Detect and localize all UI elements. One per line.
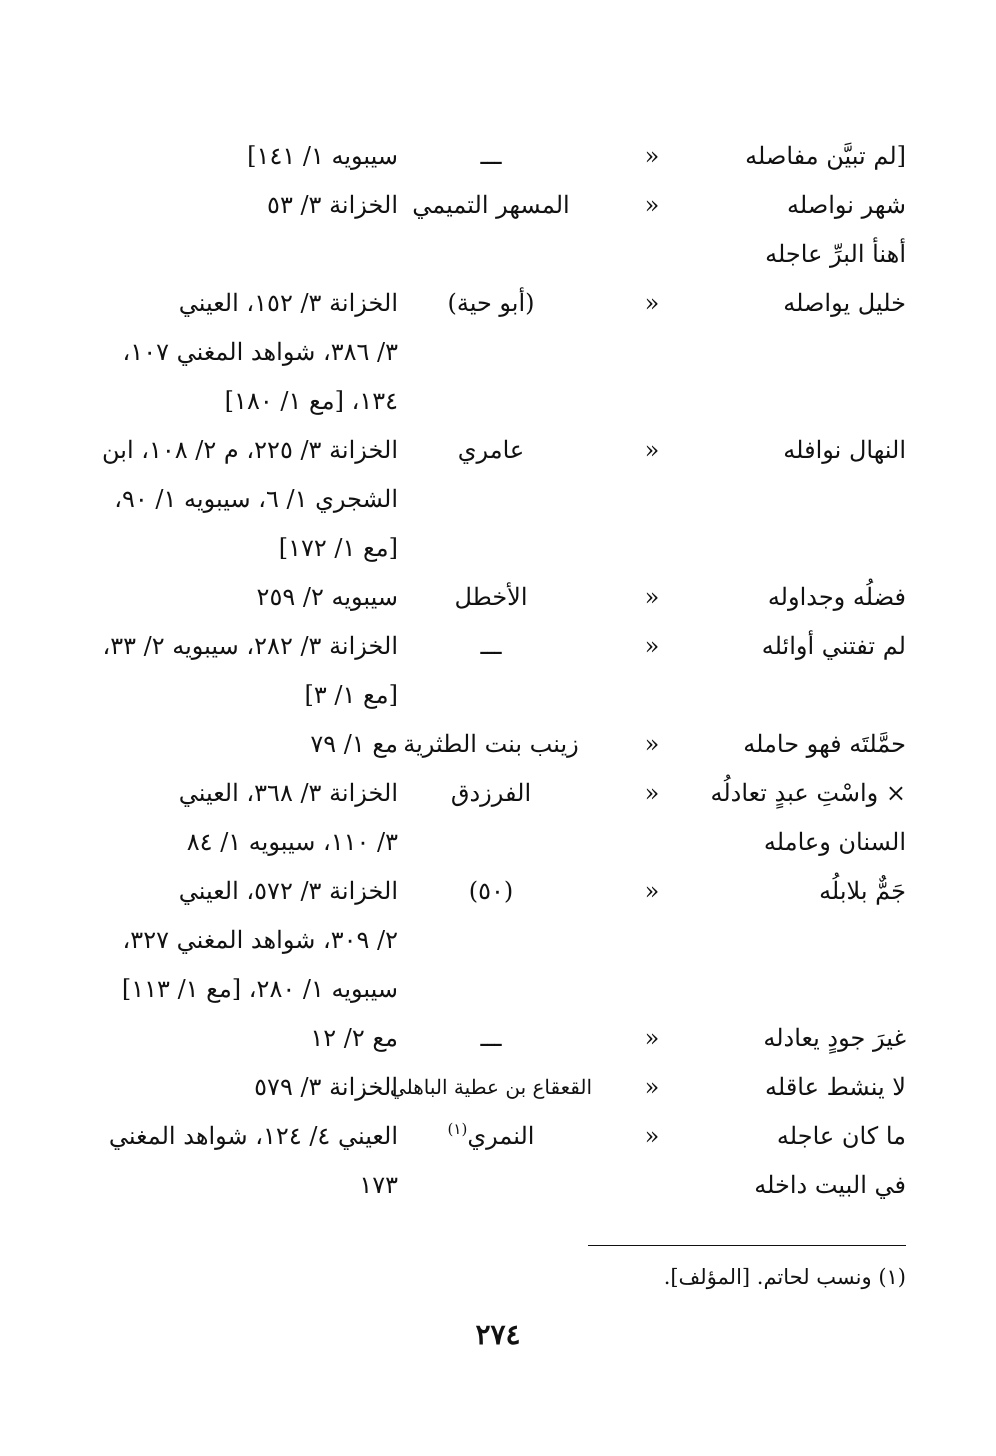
verse-cell: النهال نوافله (783, 436, 906, 464)
poet-cell: القعقاع بن عطية الباهلي (389, 1075, 593, 1099)
poet-cell: النمري$^{(١)}$ (447, 1120, 535, 1150)
ditto-mark: « (644, 730, 660, 758)
ditto-mark: « (644, 877, 660, 905)
verse-entry (56, 181, 906, 230)
poet-cell: زينب بنت الطثرية (403, 730, 579, 758)
verse-cell: خليل يواصله (783, 289, 906, 317)
footnote-separator (588, 1245, 906, 1246)
poet-cell: المسهر التميمي (412, 191, 570, 219)
page-number: ٢٧٤ (475, 1318, 521, 1351)
verse-entry (56, 230, 906, 279)
poet-cell: (٥٠) (468, 877, 514, 905)
source-cell: الخزانة ٣/ ٢٨٢، سيبويه ٢/ ٣٣، [مع ١/ ٣] (102, 632, 398, 709)
poet-cell: الفرزدق (450, 779, 532, 807)
poet-cell: (أبو حية) (447, 289, 535, 317)
verse-cell: ما كان عاجله في البيت داخله (754, 1122, 906, 1199)
verse-entry (56, 1063, 906, 1112)
ditto-mark: « (644, 142, 660, 170)
verse-cell: فضلُه وجداوله (767, 583, 906, 611)
source-cell: الخزانة ٣/ ٥٧٢، العيني ٢/ ٣٠٩، شواهد المغني ٣٢٧، سيبويه ١/ ٢٨٠، [مع ١/ ١١٣] (121, 877, 398, 1003)
poet-cell: ـــ (480, 632, 502, 660)
verse-entry (56, 132, 906, 181)
source-cell: مع ١/ ٧٩ (310, 730, 398, 758)
ditto-mark: « (644, 1122, 660, 1150)
verse-cell: شهر نواصله (787, 191, 906, 219)
verse-entry (56, 573, 906, 622)
verse-cell: [لم تبيَّن مفاصله (745, 142, 906, 170)
verse-entry (56, 622, 906, 720)
ditto-mark: « (644, 632, 660, 660)
ditto-mark: « (644, 1024, 660, 1052)
verse-cell: × واسْتِ عبدٍ تعادلُه السنان وعامله (710, 779, 906, 856)
ditto-mark: « (644, 1073, 660, 1101)
source-cell: الخزانة ٣/ ٣٦٨، العيني ٣/ ١١٠، سيبويه ١/ ٨٤ (178, 779, 398, 856)
verse-entry (56, 720, 906, 769)
verse-entry (56, 279, 906, 426)
source-cell: الخزانة ٣/ ١٥٢، العيني ٣/ ٣٨٦، شواهد المغني ١٠٧، ١٣٤، [مع ١/ ١٨٠] (122, 289, 398, 415)
source-cell: العيني ٤/ ١٢٤، شواهد المغني ١٧٣ (108, 1122, 398, 1199)
footnote-marker: (١) (447, 1120, 468, 1138)
source-cell: الخزانة ٣/ ٥٣ (267, 191, 398, 219)
verse-cell: غيرَ جودٍ يعادله (763, 1024, 906, 1052)
source-cell: الخزانة ٣/ ٥٧٩ (254, 1073, 398, 1101)
ditto-mark: « (644, 289, 660, 317)
source-cell: مع ٢/ ١٢ (310, 1024, 398, 1052)
ditto-mark: « (644, 191, 660, 219)
verse-index-table (56, 132, 906, 1210)
verse-cell: لا ينشط عاقله (765, 1073, 906, 1101)
verse-cell: أهنأ البرِّ عاجله (765, 240, 906, 268)
verse-cell: حمَّلتَه فهو حامله (743, 730, 906, 758)
verse-entry (56, 769, 906, 867)
ditto-mark: « (644, 583, 660, 611)
poet-cell: ـــ (480, 1024, 502, 1052)
poet-cell: ـــ (480, 142, 502, 170)
ditto-mark: « (644, 436, 660, 464)
verse-entry (56, 867, 906, 1014)
poet-cell: عامري (457, 436, 525, 464)
verse-entry (56, 426, 906, 573)
ditto-mark: « (644, 779, 660, 807)
source-cell: سيبويه ١/ ١٤١] (247, 142, 398, 170)
verse-entry (56, 1112, 906, 1210)
footnote: (١) ونسب لحاتم. [المؤلف]. (663, 1265, 906, 1289)
verse-entry (56, 1014, 906, 1063)
source-cell: الخزانة ٣/ ٢٢٥، م ٢/ ١٠٨، ابن الشجري ١/ ٦، سيبويه ١/ ٩٠، [مع ١/ ١٧٢] (102, 436, 398, 562)
source-cell: سيبويه ٢/ ٢٥٩ (256, 583, 398, 611)
poet-cell: الأخطل (454, 583, 528, 611)
verse-cell: جَمٌّ بلابلُه (819, 877, 906, 905)
verse-cell: لم تفتني أوائله (761, 632, 906, 660)
